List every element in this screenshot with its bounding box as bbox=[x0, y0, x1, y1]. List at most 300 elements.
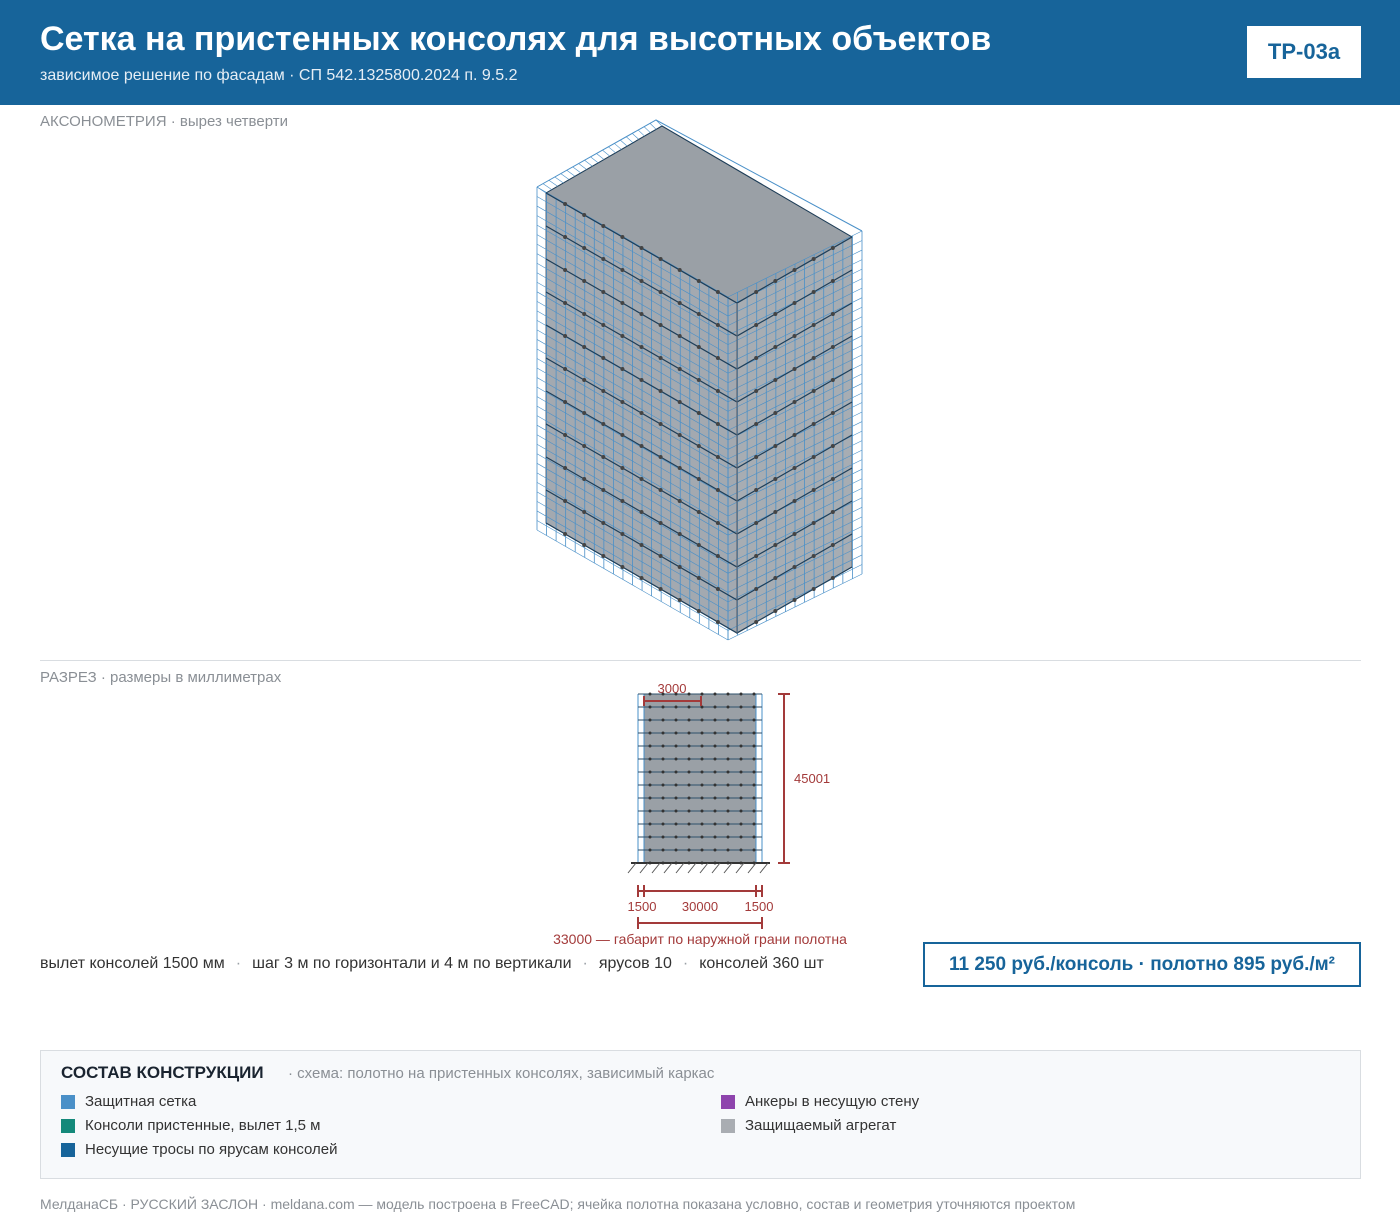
dimension-right-label: 1500 bbox=[744, 899, 774, 914]
section-anchor bbox=[649, 719, 652, 722]
section-anchor bbox=[701, 849, 704, 852]
anchor-point bbox=[773, 609, 777, 613]
net-top-tick bbox=[549, 180, 558, 186]
section-anchor bbox=[688, 810, 691, 813]
legend-item-protected-unit bbox=[721, 1117, 896, 1134]
anchor-point bbox=[659, 290, 663, 294]
anchor-point bbox=[582, 345, 586, 349]
parameters-row bbox=[40, 955, 824, 973]
anchor-point bbox=[773, 312, 777, 316]
anchor-point bbox=[831, 378, 835, 382]
section-anchor bbox=[649, 732, 652, 735]
section-anchor bbox=[714, 836, 717, 839]
ground-hatch-stroke bbox=[688, 863, 696, 873]
section-anchor bbox=[714, 693, 717, 696]
section-anchor bbox=[675, 784, 678, 787]
dimension-overall-label: 33000 — габарит по наружной грани полотна bbox=[553, 931, 847, 947]
document-code-badge: ТР-03а bbox=[1247, 26, 1361, 78]
anchor-point bbox=[640, 246, 644, 250]
anchor-point bbox=[793, 598, 797, 602]
section-anchor bbox=[662, 810, 665, 813]
legend-swatch bbox=[721, 1119, 735, 1133]
section-anchor bbox=[701, 810, 704, 813]
ground-hatch-stroke bbox=[748, 863, 756, 873]
section-anchor bbox=[727, 706, 730, 709]
anchor-point bbox=[620, 466, 624, 470]
anchor-point bbox=[620, 268, 624, 272]
net-top-tick bbox=[650, 123, 656, 129]
section-anchor bbox=[753, 836, 756, 839]
section-anchor bbox=[649, 784, 652, 787]
anchor-point bbox=[754, 521, 758, 525]
anchor-point bbox=[793, 466, 797, 470]
section-anchor bbox=[662, 784, 665, 787]
anchor-point bbox=[582, 312, 586, 316]
dimension-chain bbox=[638, 885, 762, 897]
section-anchor bbox=[649, 810, 652, 813]
anchor-point bbox=[716, 620, 720, 624]
anchor-point bbox=[620, 235, 624, 239]
anchor-point bbox=[831, 246, 835, 250]
legend-item-label: Защитная сетка bbox=[85, 1093, 197, 1110]
section-anchor bbox=[688, 836, 691, 839]
anchor-point bbox=[620, 334, 624, 338]
anchor-point bbox=[659, 422, 663, 426]
anchor-point bbox=[716, 389, 720, 393]
anchor-point bbox=[601, 290, 605, 294]
section-anchor bbox=[753, 719, 756, 722]
anchor-point bbox=[697, 411, 701, 415]
ground-hatch-stroke bbox=[760, 863, 768, 873]
price-box: 11 250 руб./консоль · полотно 895 руб./м² bbox=[923, 942, 1361, 987]
section-anchor bbox=[753, 849, 756, 852]
section-anchor bbox=[727, 758, 730, 761]
anchor-point bbox=[773, 279, 777, 283]
param-separator: · bbox=[582, 955, 588, 972]
anchor-point bbox=[716, 356, 720, 360]
param-separator: · bbox=[235, 955, 242, 972]
anchor-point bbox=[563, 367, 567, 371]
legend-item-label: Консоли пристенные, вылет 1,5 м bbox=[85, 1117, 321, 1134]
net-top-tick bbox=[555, 177, 564, 183]
anchor-point bbox=[831, 510, 835, 514]
legend-swatch bbox=[61, 1095, 75, 1109]
section-anchor bbox=[688, 693, 691, 696]
anchor-point bbox=[582, 279, 586, 283]
anchor-point bbox=[793, 565, 797, 569]
anchor-point bbox=[563, 466, 567, 470]
anchor-point bbox=[697, 609, 701, 613]
net-top-tick bbox=[632, 133, 639, 139]
anchor-point bbox=[716, 455, 720, 459]
param-reach: вылет консолей 1500 мм bbox=[40, 955, 225, 972]
section-anchor bbox=[714, 797, 717, 800]
anchor-point bbox=[582, 543, 586, 547]
section-anchor bbox=[701, 797, 704, 800]
anchor-point bbox=[697, 477, 701, 481]
dimension-height-label: 45001 bbox=[794, 771, 831, 786]
anchor-point bbox=[678, 400, 682, 404]
anchor-point bbox=[678, 433, 682, 437]
anchor-point bbox=[601, 554, 605, 558]
section-anchor bbox=[714, 706, 717, 709]
anchor-point bbox=[697, 345, 701, 349]
section-anchor bbox=[727, 836, 730, 839]
axonometry-note: · вырез четверти bbox=[170, 113, 288, 130]
section-anchor bbox=[727, 693, 730, 696]
section-anchor bbox=[675, 758, 678, 761]
anchor-point bbox=[831, 543, 835, 547]
section-anchor bbox=[740, 771, 743, 774]
anchor-point bbox=[716, 488, 720, 492]
anchor-point bbox=[812, 323, 816, 327]
anchor-point bbox=[678, 499, 682, 503]
net-top-tick bbox=[602, 150, 609, 156]
anchor-point bbox=[773, 576, 777, 580]
anchor-point bbox=[640, 378, 644, 382]
legend-item-anchors bbox=[721, 1093, 919, 1110]
ground-hatch-stroke bbox=[652, 863, 660, 873]
section-anchor bbox=[649, 758, 652, 761]
anchor-point bbox=[793, 334, 797, 338]
anchor-point bbox=[812, 587, 816, 591]
section-anchor bbox=[727, 719, 730, 722]
section-anchor bbox=[714, 732, 717, 735]
anchor-point bbox=[640, 312, 644, 316]
dimension-mid-label: 30000 bbox=[681, 899, 719, 914]
section-anchor bbox=[740, 732, 743, 735]
section-anchor bbox=[701, 836, 704, 839]
anchor-point bbox=[793, 400, 797, 404]
legend-swatch bbox=[721, 1095, 735, 1109]
legend-note: · схема: полотно на пристенных консолях, зависимый каркас bbox=[288, 1065, 715, 1082]
anchor-point bbox=[582, 477, 586, 481]
anchor-point bbox=[697, 312, 701, 316]
section-building bbox=[644, 694, 756, 863]
anchor-point bbox=[697, 378, 701, 382]
anchor-point bbox=[582, 444, 586, 448]
section-anchor bbox=[649, 693, 652, 696]
ground-hatch-stroke bbox=[700, 863, 708, 873]
section-anchor bbox=[701, 693, 704, 696]
anchor-point bbox=[563, 400, 567, 404]
ground-hatch-stroke bbox=[640, 863, 648, 873]
anchor-point bbox=[812, 488, 816, 492]
section-anchor bbox=[714, 849, 717, 852]
anchor-point bbox=[773, 378, 777, 382]
anchor-point bbox=[582, 378, 586, 382]
anchor-point bbox=[582, 510, 586, 514]
section-anchor bbox=[662, 771, 665, 774]
section-anchor bbox=[662, 758, 665, 761]
anchor-point bbox=[831, 444, 835, 448]
section-anchor bbox=[727, 771, 730, 774]
anchor-point bbox=[640, 411, 644, 415]
net-top-tick bbox=[608, 147, 615, 153]
legend-title: СОСТАВ КОНСТРУКЦИИ bbox=[61, 1063, 264, 1082]
section-anchor bbox=[714, 745, 717, 748]
anchor-point bbox=[620, 433, 624, 437]
dimension-height bbox=[778, 694, 790, 863]
section-anchor bbox=[662, 849, 665, 852]
anchor-point bbox=[678, 466, 682, 470]
section-anchor bbox=[688, 784, 691, 787]
anchor-point bbox=[812, 422, 816, 426]
net-top-tick bbox=[614, 143, 621, 149]
net-top-tick bbox=[585, 160, 593, 166]
anchor-point bbox=[754, 587, 758, 591]
anchor-point bbox=[640, 444, 644, 448]
anchor-point bbox=[659, 257, 663, 261]
section-anchor bbox=[649, 823, 652, 826]
legend-panel bbox=[40, 1050, 1361, 1179]
anchor-point bbox=[754, 290, 758, 294]
section-anchor bbox=[740, 784, 743, 787]
anchor-point bbox=[754, 323, 758, 327]
section-anchor bbox=[675, 732, 678, 735]
anchor-point bbox=[601, 257, 605, 261]
anchor-point bbox=[793, 268, 797, 272]
anchor-point bbox=[773, 345, 777, 349]
section-anchor bbox=[714, 784, 717, 787]
ground-hatch-stroke bbox=[736, 863, 744, 873]
anchor-point bbox=[601, 455, 605, 459]
net-top-tick bbox=[626, 137, 633, 143]
section-anchor bbox=[753, 745, 756, 748]
footer-note: МелданаСБ · РУССКИЙ ЗАСЛОН · meldana.com — модель построена в FreeCAD; ячейка полотна показана условно, состав и геометрия уточняются проектом bbox=[40, 1196, 1076, 1212]
anchor-point bbox=[831, 477, 835, 481]
section-anchor bbox=[701, 732, 704, 735]
section-anchor bbox=[675, 823, 678, 826]
net-top-tick bbox=[537, 187, 546, 193]
net-top-tick bbox=[561, 174, 569, 180]
net-top-tick bbox=[644, 127, 650, 133]
anchor-point bbox=[716, 554, 720, 558]
section-anchor bbox=[753, 784, 756, 787]
anchor-point bbox=[582, 246, 586, 250]
section-anchor bbox=[701, 771, 704, 774]
section-anchor bbox=[649, 797, 652, 800]
section-anchor bbox=[753, 823, 756, 826]
dimension-overall bbox=[638, 917, 762, 929]
section-anchor bbox=[649, 706, 652, 709]
anchor-point bbox=[678, 598, 682, 602]
legend-swatch bbox=[61, 1143, 75, 1157]
section-anchor bbox=[740, 706, 743, 709]
anchor-point bbox=[697, 543, 701, 547]
section-anchor bbox=[753, 706, 756, 709]
net-top-tick bbox=[573, 167, 581, 173]
param-step: шаг 3 м по горизонтали и 4 м по вертикали bbox=[252, 955, 572, 972]
anchor-point bbox=[659, 587, 663, 591]
anchor-point bbox=[601, 389, 605, 393]
section-anchor bbox=[740, 758, 743, 761]
anchor-point bbox=[601, 323, 605, 327]
anchor-point bbox=[640, 345, 644, 349]
section-anchor bbox=[675, 745, 678, 748]
anchor-point bbox=[793, 367, 797, 371]
section-anchor bbox=[753, 758, 756, 761]
axonometry-label: АКСОНОМЕТРИЯ bbox=[40, 113, 167, 130]
section-anchor bbox=[662, 836, 665, 839]
section-anchor bbox=[714, 719, 717, 722]
anchor-point bbox=[563, 235, 567, 239]
section-anchor bbox=[753, 771, 756, 774]
anchor-point bbox=[640, 477, 644, 481]
anchor-point bbox=[716, 521, 720, 525]
anchor-point bbox=[659, 455, 663, 459]
anchor-point bbox=[582, 213, 586, 217]
section-anchor bbox=[675, 771, 678, 774]
anchor-point bbox=[640, 543, 644, 547]
section-anchor bbox=[688, 797, 691, 800]
net-top-tick bbox=[638, 130, 644, 136]
anchor-point bbox=[773, 510, 777, 514]
anchor-point bbox=[640, 279, 644, 283]
section-anchor bbox=[727, 823, 730, 826]
section-anchor bbox=[662, 745, 665, 748]
section-anchor bbox=[649, 836, 652, 839]
net-top-tick bbox=[567, 170, 575, 176]
anchor-point bbox=[563, 532, 567, 536]
section-anchor bbox=[701, 784, 704, 787]
section-anchor bbox=[701, 719, 704, 722]
section-note: · размеры в миллиметрах bbox=[100, 669, 282, 686]
anchor-point bbox=[754, 488, 758, 492]
anchor-point bbox=[620, 301, 624, 305]
anchor-point bbox=[812, 554, 816, 558]
ground-hatch-stroke bbox=[664, 863, 672, 873]
anchor-point bbox=[831, 312, 835, 316]
anchor-point bbox=[659, 554, 663, 558]
legend-item-consoles bbox=[61, 1117, 320, 1134]
section-anchor bbox=[701, 745, 704, 748]
anchor-point bbox=[620, 499, 624, 503]
anchor-point bbox=[793, 532, 797, 536]
section-anchor bbox=[688, 732, 691, 735]
anchor-point bbox=[716, 323, 720, 327]
anchor-point bbox=[620, 400, 624, 404]
section-anchor bbox=[714, 758, 717, 761]
section-anchor bbox=[675, 797, 678, 800]
net-top-tick bbox=[591, 157, 599, 163]
anchor-point bbox=[831, 576, 835, 580]
section-anchor bbox=[649, 745, 652, 748]
legend-item-label: Защищаемый агрегат bbox=[745, 1117, 897, 1134]
legend-swatch bbox=[61, 1119, 75, 1133]
anchor-point bbox=[659, 323, 663, 327]
section-anchor bbox=[753, 797, 756, 800]
anchor-point bbox=[716, 422, 720, 426]
page-title: Сетка на пристенных консолях для высотных объектов bbox=[40, 20, 992, 58]
anchor-point bbox=[601, 521, 605, 525]
anchor-point bbox=[754, 620, 758, 624]
anchor-point bbox=[773, 444, 777, 448]
section-anchor bbox=[688, 745, 691, 748]
section-anchor bbox=[688, 719, 691, 722]
section-label: РАЗРЕЗ bbox=[40, 669, 97, 686]
anchor-point bbox=[640, 510, 644, 514]
dimension-left-label: 1500 bbox=[627, 899, 657, 914]
anchor-point bbox=[659, 356, 663, 360]
legend-item-label: Несущие тросы по ярусам консолей bbox=[85, 1141, 338, 1158]
section-anchor bbox=[740, 849, 743, 852]
section-anchor bbox=[662, 706, 665, 709]
anchor-point bbox=[620, 565, 624, 569]
anchor-point bbox=[678, 565, 682, 569]
net-top-tick bbox=[579, 164, 587, 170]
section-anchor bbox=[675, 706, 678, 709]
section-anchor bbox=[740, 719, 743, 722]
section-anchor bbox=[688, 849, 691, 852]
anchor-point bbox=[793, 301, 797, 305]
anchor-point bbox=[697, 444, 701, 448]
anchor-point bbox=[563, 334, 567, 338]
anchor-point bbox=[773, 411, 777, 415]
param-count: консолей 360 шт bbox=[699, 955, 824, 972]
section-anchor bbox=[662, 823, 665, 826]
anchor-point bbox=[601, 356, 605, 360]
section-anchor bbox=[662, 797, 665, 800]
param-separator: · bbox=[682, 955, 689, 972]
section-anchor bbox=[701, 823, 704, 826]
anchor-point bbox=[754, 356, 758, 360]
section-anchor bbox=[675, 849, 678, 852]
legend-item-cables bbox=[61, 1141, 338, 1158]
anchor-point bbox=[601, 422, 605, 426]
param-tiers: ярусов 10 bbox=[598, 955, 672, 972]
section-anchor bbox=[688, 771, 691, 774]
anchor-point bbox=[563, 499, 567, 503]
section-anchor bbox=[753, 732, 756, 735]
anchor-point bbox=[754, 554, 758, 558]
anchor-point bbox=[812, 257, 816, 261]
anchor-point bbox=[754, 422, 758, 426]
anchor-point bbox=[812, 290, 816, 294]
section-anchor bbox=[688, 823, 691, 826]
anchor-point bbox=[678, 301, 682, 305]
anchor-point bbox=[831, 279, 835, 283]
section-anchor bbox=[753, 693, 756, 696]
anchor-point bbox=[716, 290, 720, 294]
section-anchor bbox=[649, 771, 652, 774]
anchor-point bbox=[659, 488, 663, 492]
section-anchor bbox=[688, 706, 691, 709]
anchor-point bbox=[773, 543, 777, 547]
anchor-point bbox=[563, 268, 567, 272]
section-anchor bbox=[740, 810, 743, 813]
section-anchor bbox=[740, 823, 743, 826]
section-view bbox=[0, 660, 1400, 950]
ground-hatch-stroke bbox=[712, 863, 720, 873]
anchor-point bbox=[678, 268, 682, 272]
section-anchor bbox=[740, 745, 743, 748]
anchor-point bbox=[563, 202, 567, 206]
anchor-point bbox=[659, 389, 663, 393]
anchor-point bbox=[697, 510, 701, 514]
anchor-point bbox=[754, 389, 758, 393]
section-anchor bbox=[740, 797, 743, 800]
section-anchor bbox=[727, 784, 730, 787]
section-anchor bbox=[727, 797, 730, 800]
anchor-point bbox=[582, 411, 586, 415]
section-anchor bbox=[662, 732, 665, 735]
section-anchor bbox=[727, 849, 730, 852]
anchor-point bbox=[563, 433, 567, 437]
anchor-point bbox=[831, 345, 835, 349]
anchor-point bbox=[773, 477, 777, 481]
anchor-point bbox=[716, 587, 720, 591]
